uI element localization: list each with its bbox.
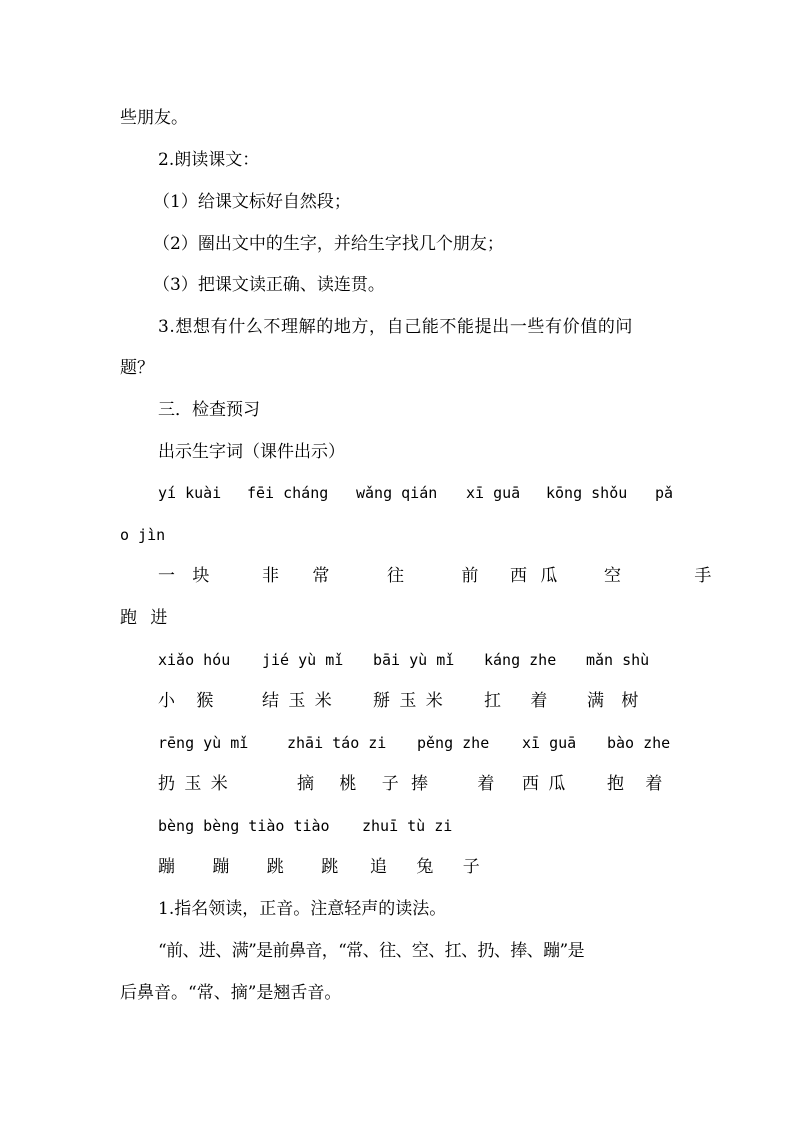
hanzi-word: 非 常 [262, 566, 344, 586]
hanzi-row-1 [0, 564, 794, 588]
pinyin-word: bèng bèng tiào tiào [158, 817, 330, 835]
step-read-text: 2.朗读课文： [158, 150, 260, 170]
substep-1: （1）给课文标好自然段； [153, 192, 351, 212]
hanzi-word: 摘 桃 子 [297, 774, 409, 794]
hanzi-word: 一 块 [158, 566, 216, 586]
hanzi-word: 空 手 [604, 566, 746, 586]
hanzi-word: 抱 着 [607, 774, 671, 794]
note-nasal-line2: 后鼻音。“常、摘”是翘舌音。 [120, 983, 342, 1003]
pinyin-word: káng zhe [484, 651, 557, 669]
note-nasal-line1: “前、进、满”是前鼻音，“常、往、空、扛、扔、捧、蹦”是 [158, 941, 584, 961]
pinyin-row-3 [0, 731, 794, 755]
show-new-words: 出示生字词（课件出示） [158, 442, 345, 462]
pinyin-row-2 [0, 648, 794, 672]
hanzi-word: 追 兔 子 [370, 857, 492, 877]
pinyin-row-1 [0, 481, 794, 505]
step-questions-line2: 题？ [120, 358, 154, 378]
pinyin-word: pěng zhe [417, 734, 490, 752]
hanzi-word: 满 树 [587, 691, 645, 711]
pinyin-word: rēng yù mǐ [158, 734, 249, 752]
pinyin-word: mǎn shù [586, 651, 650, 669]
section-heading-check-preview: 三．检查预习 [158, 400, 260, 420]
pinyin-word: bāi yù mǐ [373, 651, 455, 669]
hanzi-word: 结 玉 米 [262, 691, 334, 711]
hanzi-word: 捧 着 [411, 774, 517, 794]
pinyin-word: kōng shǒu [546, 484, 628, 502]
hanzi-word: 往 前 [387, 566, 505, 586]
pinyin-word: fēi cháng [247, 484, 329, 502]
hanzi-word: 掰 玉 米 [373, 691, 445, 711]
note-lead-reading: 1.指名领读，正音。注意轻声的读法。 [158, 899, 447, 919]
hanzi-row-3 [0, 772, 794, 796]
hanzi-row-4 [0, 855, 794, 879]
pinyin-row-4 [0, 814, 794, 838]
hanzi-word: 西 瓜 [522, 774, 568, 794]
hanzi-row-2 [0, 689, 794, 713]
substep-3: （3）把课文读正确、读连贯。 [153, 275, 385, 295]
hanzi-word: 小 猴 [158, 691, 222, 711]
hanzi-wrap: 跑 进 [120, 608, 172, 628]
pinyin-word: zhāi táo zi [287, 734, 387, 752]
pinyin-word: wǎng qián [356, 484, 438, 502]
pinyin-word: xī guā [466, 484, 521, 502]
pinyin-word: bào zhe [607, 734, 671, 752]
pinyin-word: zhuī tù zi [362, 817, 453, 835]
hanzi-word: 蹦 蹦 跳 跳 [158, 857, 355, 877]
hanzi-word: 扛 着 [484, 691, 560, 711]
paragraph-continuation: 些朋友。 [120, 108, 188, 128]
substep-2: （2）圈出文中的生字，并给生字找几个朋友； [153, 234, 504, 254]
pinyin-word: xī guā [522, 734, 577, 752]
pinyin-word: jié yù mǐ [262, 651, 344, 669]
pinyin-word: xiǎo hóu [158, 651, 231, 669]
pinyin-wrap: o jìn [120, 526, 166, 544]
pinyin-word: yí kuài [158, 484, 222, 502]
hanzi-word: 扔 玉 米 [158, 774, 230, 794]
step-questions-line1: 3.想想有什么不理解的地方，自己能不能提出一些有价值的问 [158, 317, 634, 337]
hanzi-word: 西 瓜 [510, 566, 562, 586]
pinyin-word: pǎ [655, 484, 674, 502]
